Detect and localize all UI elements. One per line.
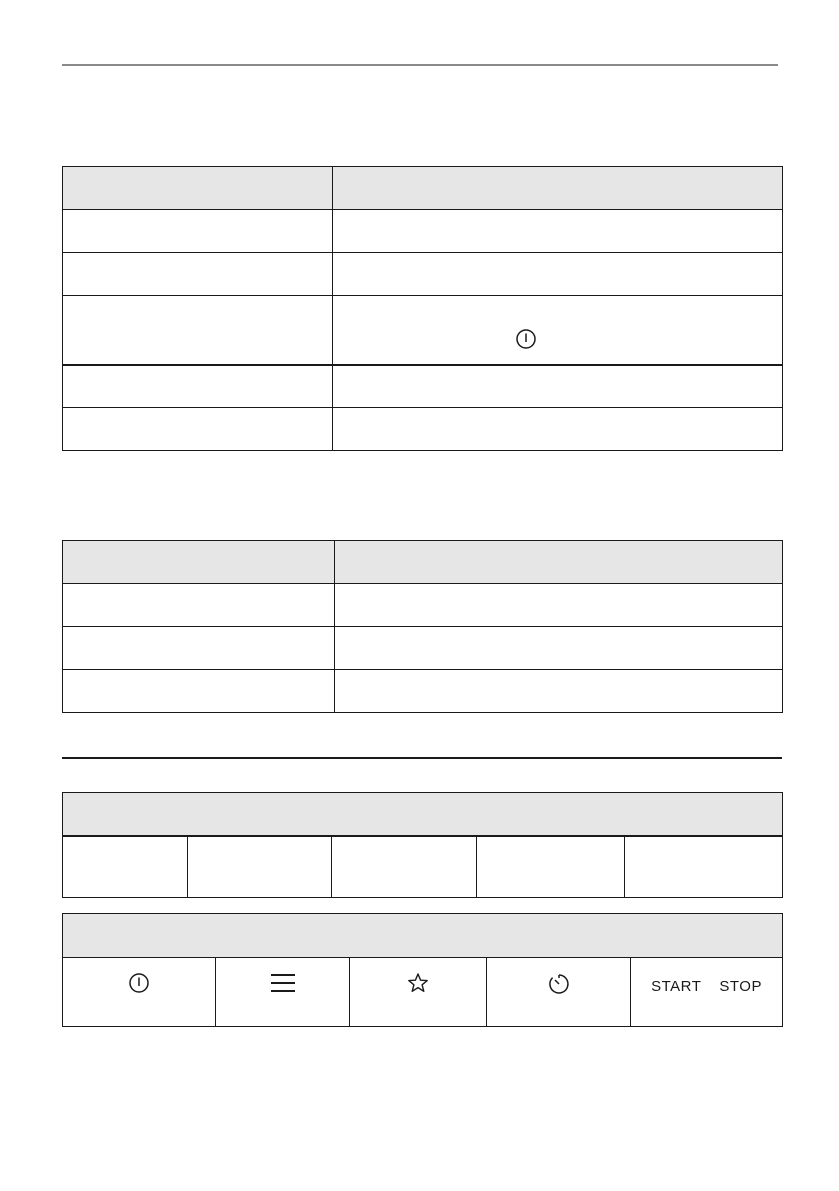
- table-cell: [333, 167, 783, 210]
- table-row: [63, 836, 783, 898]
- control-buttons-row: [63, 958, 783, 1027]
- table-row: [63, 408, 783, 451]
- top-divider: [62, 64, 778, 66]
- power-icon: [515, 328, 537, 355]
- table-row: [63, 296, 783, 365]
- table-row: [63, 584, 783, 627]
- table-cell: [335, 541, 783, 584]
- timer-button-cell: [487, 958, 631, 1027]
- table-cell: [63, 627, 335, 670]
- control-panel-table: [62, 913, 783, 1027]
- table-cell: [333, 253, 783, 296]
- table-cell: [333, 210, 783, 253]
- table-cell: [63, 365, 333, 408]
- table-header-row: [63, 541, 783, 584]
- table-cell: [333, 365, 783, 408]
- stop-label: STOP: [719, 978, 762, 995]
- table-header-row: [63, 167, 783, 210]
- table-cell: [63, 670, 335, 713]
- table-cell: [63, 408, 333, 451]
- table-cell: [63, 584, 335, 627]
- settings-table-2: [62, 540, 783, 713]
- favourites-button-cell: [350, 958, 487, 1027]
- table-cell: [625, 836, 783, 898]
- table-cell: [63, 836, 188, 898]
- table-cell: [335, 670, 783, 713]
- settings-table-1: [62, 166, 783, 451]
- table-cell: [63, 914, 783, 958]
- timer-icon: [547, 972, 571, 1000]
- table-cell: [63, 541, 335, 584]
- table-cell: [335, 584, 783, 627]
- menu-button-cell: [216, 958, 350, 1027]
- table-cell: [477, 836, 625, 898]
- start-label: START: [651, 978, 702, 995]
- table-cell: [333, 296, 783, 365]
- star-icon: [407, 972, 429, 998]
- power-button-cell: [63, 958, 216, 1027]
- table-cell: [333, 408, 783, 451]
- start-stop-button-cell: [631, 958, 783, 1027]
- table-row: [63, 210, 783, 253]
- menu-icon: [270, 972, 296, 998]
- table-cell: [188, 836, 332, 898]
- table-row: [63, 627, 783, 670]
- table-row: [63, 365, 783, 408]
- table-row: [63, 670, 783, 713]
- table-cell: [63, 210, 333, 253]
- table-row: [63, 253, 783, 296]
- settings-table-3: [62, 792, 783, 898]
- table-header-row: [63, 793, 783, 836]
- table-cell: [63, 793, 783, 836]
- table-cell: [63, 167, 333, 210]
- power-icon: [128, 972, 150, 998]
- table-cell: [63, 253, 333, 296]
- table-cell: [335, 627, 783, 670]
- table-header-row: [63, 914, 783, 958]
- table-cell: [332, 836, 477, 898]
- table-cell: [63, 296, 333, 365]
- section-divider: [62, 757, 782, 759]
